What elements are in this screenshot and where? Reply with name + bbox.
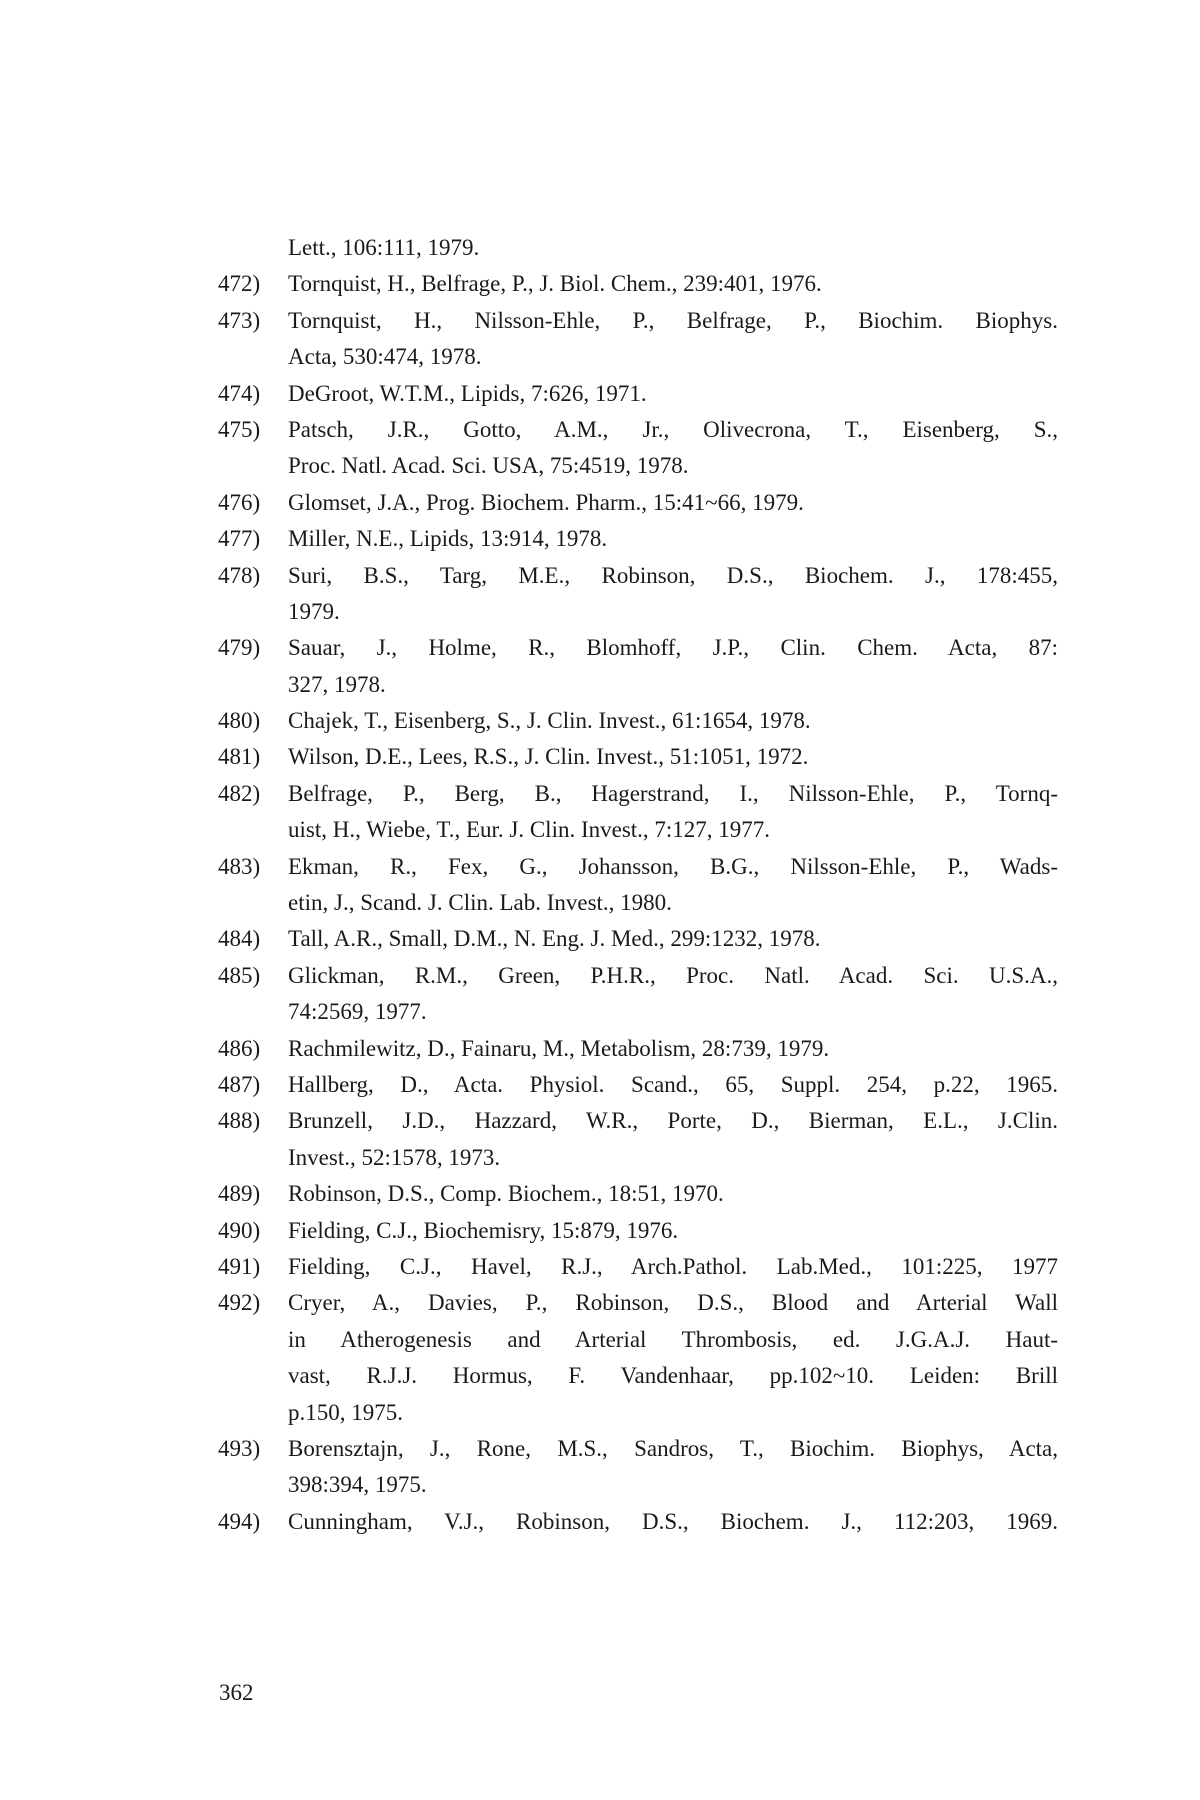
reference-number: 477) xyxy=(218,526,261,552)
reference-line xyxy=(218,1467,1058,1503)
reference-line xyxy=(218,1322,1058,1358)
reference-line xyxy=(218,1213,1058,1249)
reference-text: Chajek, T., Eisenberg, S., J. Clin. Invest., 61:1654, 1978. xyxy=(288,708,811,734)
reference-text: Ekman, R., Fex, G., Johansson, B.G., Nilsson-Ehle, P., Wads- xyxy=(288,853,1058,879)
reference-text: Hallberg, D., Acta. Physiol. Scand., 65, Suppl. 254, p.22, 1965. xyxy=(288,1071,1058,1097)
reference-line xyxy=(218,594,1058,630)
reference-text: 74:2569, 1977. xyxy=(288,999,427,1025)
reference-line xyxy=(218,703,1058,739)
reference-line xyxy=(218,558,1058,594)
reference-line xyxy=(218,1176,1058,1212)
reference-line xyxy=(218,485,1058,521)
reference-text: Fielding, C.J., Biochemisry, 15:879, 1976. xyxy=(288,1217,679,1243)
reference-number: 484) xyxy=(218,926,261,952)
reference-line xyxy=(218,630,1058,666)
reference-line xyxy=(218,739,1058,775)
reference-line xyxy=(218,1358,1058,1394)
reference-line xyxy=(218,1031,1058,1067)
reference-number: 473) xyxy=(218,307,261,333)
reference-number: 490) xyxy=(218,1217,261,1243)
reference-line xyxy=(218,776,1058,812)
reference-text: Miller, N.E., Lipids, 13:914, 1978. xyxy=(288,526,608,552)
reference-text: vast, R.J.J. Hormus, F. Vandenhaar, pp.102~10. Leiden: Brill xyxy=(288,1363,1058,1389)
reference-list xyxy=(218,230,1058,1540)
reference-number: 481) xyxy=(218,744,261,770)
reference-text: Acta, 530:474, 1978. xyxy=(288,344,482,370)
reference-text: Tall, A.R., Small, D.M., N. Eng. J. Med., 299:1232, 1978. xyxy=(288,926,821,952)
reference-text: Proc. Natl. Acad. Sci. USA, 75:4519, 1978. xyxy=(288,453,689,479)
reference-line xyxy=(218,339,1058,375)
reference-number: 491) xyxy=(218,1253,261,1279)
reference-line xyxy=(218,1395,1058,1431)
reference-text: Rachmilewitz, D., Fainaru, M., Metabolism, 28:739, 1979. xyxy=(288,1035,830,1061)
reference-line xyxy=(218,448,1058,484)
reference-text: Brunzell, J.D., Hazzard, W.R., Porte, D., Bierman, E.L., J.Clin. xyxy=(288,1108,1058,1134)
reference-number: 475) xyxy=(218,416,261,442)
reference-number: 483) xyxy=(218,853,261,879)
reference-text: Suri, B.S., Targ, M.E., Robinson, D.S., Biochem. J., 178:455, xyxy=(288,562,1058,588)
reference-line xyxy=(218,958,1058,994)
reference-number: 480) xyxy=(218,708,261,734)
reference-number: 478) xyxy=(218,562,261,588)
reference-line xyxy=(218,994,1058,1030)
reference-text: 327, 1978. xyxy=(288,671,386,697)
reference-line xyxy=(218,667,1058,703)
reference-number: 486) xyxy=(218,1035,261,1061)
reference-text: Wilson, D.E., Lees, R.S., J. Clin. Invest., 51:1051, 1972. xyxy=(288,744,809,770)
reference-line xyxy=(218,1431,1058,1467)
reference-line xyxy=(218,1249,1058,1285)
reference-text: Cunningham, V.J., Robinson, D.S., Biochem. J., 112:203, 1969. xyxy=(288,1508,1058,1534)
reference-number: 492) xyxy=(218,1290,261,1316)
reference-number: 494) xyxy=(218,1508,261,1534)
reference-line xyxy=(218,303,1058,339)
reference-number: 474) xyxy=(218,380,261,406)
reference-line xyxy=(218,1067,1058,1103)
reference-text: Patsch, J.R., Gotto, A.M., Jr., Olivecrona, T., Eisenberg, S., xyxy=(288,416,1058,442)
reference-line xyxy=(218,1103,1058,1139)
reference-line xyxy=(218,376,1058,412)
reference-number: 479) xyxy=(218,635,261,661)
reference-text: Tornquist, H., Nilsson-Ehle, P., Belfrage, P., Biochim. Biophys. xyxy=(288,307,1058,333)
reference-text: uist, H., Wiebe, T., Eur. J. Clin. Invest., 7:127, 1977. xyxy=(288,817,771,843)
reference-line xyxy=(218,849,1058,885)
reference-text: in Atherogenesis and Arterial Thrombosis, ed. J.G.A.J. Haut- xyxy=(288,1326,1058,1352)
reference-number: 476) xyxy=(218,489,261,515)
reference-text: Fielding, C.J., Havel, R.J., Arch.Pathol. Lab.Med., 101:225, 1977 xyxy=(288,1253,1058,1279)
reference-text: Borensztajn, J., Rone, M.S., Sandros, T., Biochim. Biophys, Acta, xyxy=(288,1435,1058,1461)
reference-number: 482) xyxy=(218,780,261,806)
reference-line xyxy=(218,1504,1058,1540)
reference-number: 488) xyxy=(218,1108,261,1134)
reference-number: 487) xyxy=(218,1071,261,1097)
reference-line xyxy=(218,412,1058,448)
reference-text: etin, J., Scand. J. Clin. Lab. Invest., 1980. xyxy=(288,890,672,916)
reference-text: Tornquist, H., Belfrage, P., J. Biol. Chem., 239:401, 1976. xyxy=(288,271,822,297)
reference-number: 489) xyxy=(218,1181,261,1207)
reference-text: Robinson, D.S., Comp. Biochem., 18:51, 1970. xyxy=(288,1181,724,1207)
reference-text: Lett., 106:111, 1979. xyxy=(288,235,480,260)
reference-text: Belfrage, P., Berg, B., Hagerstrand, I., Nilsson-Ehle, P., Tornq- xyxy=(288,780,1058,806)
reference-line xyxy=(218,885,1058,921)
reference-number: 485) xyxy=(218,962,261,988)
reference-number: 493) xyxy=(218,1435,261,1461)
reference-line xyxy=(218,521,1058,557)
reference-text: Cryer, A., Davies, P., Robinson, D.S., Blood and Arterial Wall xyxy=(288,1290,1058,1316)
reference-text: Invest., 52:1578, 1973. xyxy=(288,1144,501,1170)
reference-text: p.150, 1975. xyxy=(288,1399,403,1425)
reference-line xyxy=(218,812,1058,848)
reference-text: Glomset, J.A., Prog. Biochem. Pharm., 15:41~66, 1979. xyxy=(288,489,804,515)
page-number: 362 xyxy=(219,1680,254,1705)
reference-line xyxy=(218,266,1058,302)
reference-line xyxy=(218,230,1058,266)
reference-text: 1979. xyxy=(288,598,340,624)
reference-text: Glickman, R.M., Green, P.H.R., Proc. Natl. Acad. Sci. U.S.A., xyxy=(288,962,1058,988)
reference-line xyxy=(218,1285,1058,1321)
reference-line xyxy=(218,1140,1058,1176)
reference-text: DeGroot, W.T.M., Lipids, 7:626, 1971. xyxy=(288,380,647,406)
reference-text: Sauar, J., Holme, R., Blomhoff, J.P., Clin. Chem. Acta, 87: xyxy=(288,635,1058,661)
reference-text: 398:394, 1975. xyxy=(288,1472,427,1498)
reference-number: 472) xyxy=(218,271,261,297)
reference-line xyxy=(218,921,1058,957)
